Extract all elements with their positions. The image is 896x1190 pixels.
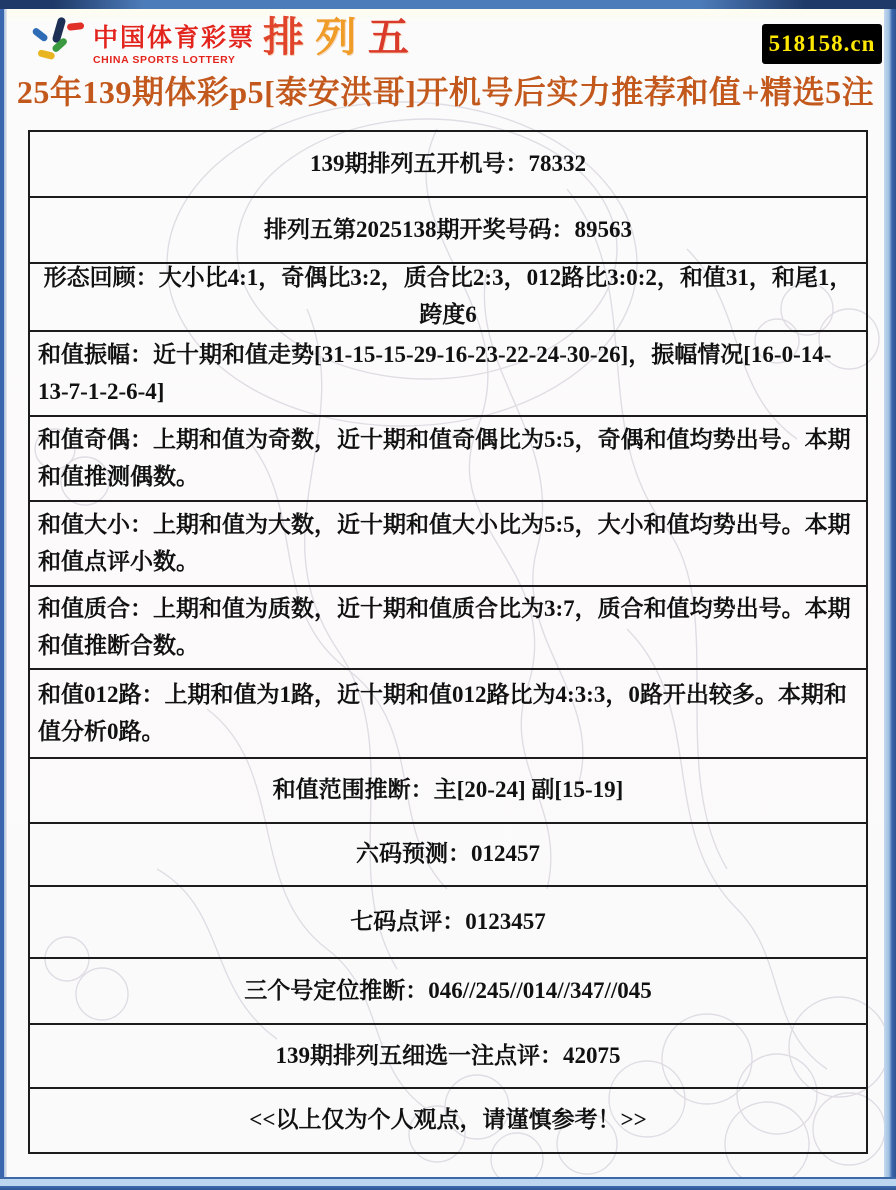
- content-area: [7, 9, 884, 1177]
- table-row-sum-range: [30, 759, 866, 824]
- table-row-text: 和值质合：上期和值为质数，近十期和值质合比为3:7，质合和值均势出号。本期和值推断合数。: [38, 595, 851, 658]
- table-row-disclaimer: [30, 1089, 866, 1152]
- lottery-logo: [29, 15, 409, 66]
- table-row-sum-amplitude: [30, 332, 866, 417]
- game-char-1: 排: [263, 14, 305, 60]
- table-row-text: 139期排列五细选一注点评：42075: [275, 1042, 621, 1068]
- table-row-open-machine-number: [30, 132, 866, 198]
- table-row-text: 139期排列五开机号：78332: [310, 150, 586, 176]
- brand-text: [93, 18, 255, 66]
- top-border: [0, 0, 896, 9]
- game-char-3: 五: [367, 14, 409, 60]
- table-row-single-pick: [30, 1025, 866, 1089]
- table-row-text: 和值奇偶：上期和值为奇数，近十期和值奇偶比为5:5，奇偶和值均势出号。本期和值推测偶数。: [38, 426, 851, 489]
- table-row-text: 形态回顾：大小比4:1，奇偶比3:2，质合比2:3，012路比3:0:2，和值31，和尾1，跨度6: [43, 265, 853, 327]
- table-row-text: 和值012路：上期和值为1路，近十期和值012路比为4:3:3，0路开出较多。本期和值分析0路。: [38, 681, 847, 744]
- game-char-2: 列: [315, 14, 357, 60]
- table-row-sum-odd-even: [30, 417, 866, 502]
- game-name-pailiewu: [263, 15, 409, 59]
- prediction-table: [28, 130, 868, 1154]
- table-row-text: 七码点评：0123457: [350, 908, 546, 934]
- table-row-six-code-forecast: [30, 824, 866, 887]
- site-url-badge[interactable]: 518158.cn: [762, 24, 882, 64]
- table-row-text: 和值振幅：近十期和值走势[31-15-15-29-16-23-22-24-30-26]，振幅情况[16-0-14-13-7-1-2-6-4]: [38, 341, 832, 404]
- table-row-text: 和值大小：上期和值为大数，近十期和值大小比为5:5，大小和值均势出号。本期和值点评小数。: [38, 511, 851, 574]
- right-border: [884, 9, 896, 1177]
- sports-lottery-figure-icon: [29, 15, 87, 63]
- table-row-three-position: [30, 959, 866, 1025]
- brand-name-cn: 中国体育彩票: [93, 24, 256, 52]
- table-row-text: 和值范围推断：主[20-24] 副[15-19]: [272, 777, 624, 803]
- table-row-text: 三个号定位推断：046//245//014//347//045: [244, 977, 652, 1003]
- table-row-pattern-review: [30, 264, 866, 332]
- page-title: 25年139期体彩p5[泰安洪哥]开机号后实力推荐和值+精选5注: [16, 74, 875, 110]
- table-row-sum-012-road: [30, 670, 866, 759]
- table-row-text: 排列五第2025138期开奖号码：89563: [264, 216, 632, 242]
- table-row-sum-prime-composite: [30, 587, 866, 670]
- table-row-text: 六码预测：012457: [356, 841, 540, 867]
- table-row-last-draw-number: [30, 198, 866, 264]
- table-row-text: <<以上仅为个人观点，请谨慎参考！>>: [249, 1107, 647, 1133]
- table-row-sum-big-small: [30, 502, 866, 587]
- table-row-seven-code-comment: [30, 887, 866, 959]
- left-border: [0, 9, 7, 1177]
- brand-name-en: CHINA SPORTS LOTTERY: [93, 54, 236, 66]
- bottom-border: [0, 1177, 896, 1190]
